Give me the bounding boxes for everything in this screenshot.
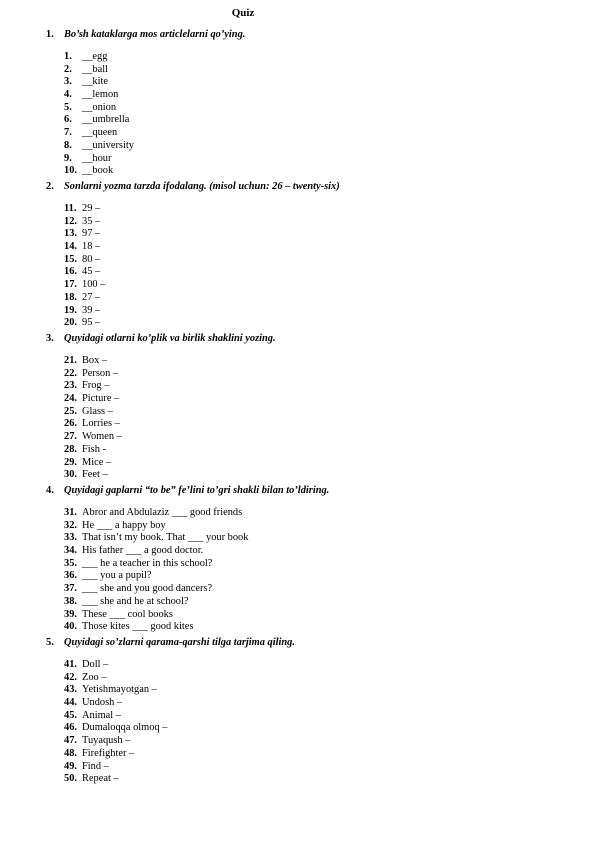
item-number: 11. <box>64 203 77 214</box>
list-item <box>64 203 566 216</box>
list-item <box>64 317 566 330</box>
item-text: 27 – <box>82 291 101 303</box>
item-text: Firefighter – <box>82 747 135 759</box>
section-number: 2. <box>46 181 54 192</box>
list-item <box>64 216 566 229</box>
item-number: 42. <box>64 671 77 683</box>
item-number: 40. <box>64 621 77 633</box>
list-item <box>64 355 566 368</box>
item-text: Picture – <box>82 393 120 405</box>
list-item <box>64 228 566 241</box>
section-instruction: Quyidagi so’zlarni qarama-qarshi tilga tarjima qiling. <box>64 637 295 648</box>
item-text: Box – <box>82 355 108 366</box>
item-number: 38. <box>64 595 77 607</box>
list-item <box>64 596 566 609</box>
question-list <box>46 203 566 330</box>
list-item <box>64 102 566 115</box>
section-heading <box>46 484 566 497</box>
item-text: __umbrella <box>82 114 130 126</box>
section-heading <box>46 180 566 193</box>
list-item <box>64 520 566 533</box>
section-instruction: Quyidagi gaplarni “to be” fe’lini to’gri shakli bilan to’ldiring. <box>64 485 330 496</box>
list-item <box>64 672 566 685</box>
item-number: 35. <box>64 557 77 569</box>
list-item <box>64 266 566 279</box>
list-item <box>64 570 566 583</box>
section-4 <box>46 484 566 634</box>
item-number: 13. <box>64 228 77 240</box>
list-item <box>64 114 566 127</box>
item-number: 39. <box>64 608 77 620</box>
item-text: Mice – <box>82 456 112 468</box>
item-text: Person – <box>82 367 119 379</box>
item-number: 50. <box>64 773 77 785</box>
list-item <box>64 735 566 748</box>
question-list <box>46 659 566 786</box>
item-text: __university <box>82 139 134 151</box>
item-number: 49. <box>64 760 77 772</box>
item-number: 9. <box>64 152 72 164</box>
section-heading <box>46 636 566 649</box>
item-number: 25. <box>64 405 77 417</box>
section-heading <box>46 332 566 345</box>
section-number: 5. <box>46 637 54 648</box>
item-number: 34. <box>64 545 77 557</box>
item-number: 15. <box>64 253 77 265</box>
page-title: Quiz <box>231 7 255 19</box>
item-text: Find – <box>82 760 109 772</box>
item-number: 45. <box>64 709 77 721</box>
list-item <box>64 368 566 381</box>
list-item <box>64 279 566 292</box>
list-item <box>64 507 566 520</box>
item-text: Lorries – <box>82 418 120 430</box>
item-number: 46. <box>64 722 77 734</box>
item-number: 47. <box>64 735 77 747</box>
list-item <box>64 469 566 482</box>
list-item <box>64 609 566 622</box>
item-number: 6. <box>64 114 72 126</box>
list-item <box>64 748 566 761</box>
item-number: 28. <box>64 443 77 455</box>
item-number: 21. <box>64 355 77 366</box>
section-number: 4. <box>46 485 54 496</box>
section-instruction: Sonlarni yozma tarzda ifodalang. (misol uchun: 26 – twenty-six) <box>64 181 340 192</box>
list-item <box>64 621 566 634</box>
item-number: 19. <box>64 304 77 316</box>
list-item <box>64 393 566 406</box>
item-text: ___ she and you good dancers? <box>82 583 213 595</box>
item-text: ___ he a teacher in this school? <box>82 557 213 569</box>
item-text: 80 – <box>82 253 101 265</box>
section-heading <box>46 28 566 41</box>
section-instruction: Quyidagi otlarni ko’plik va birlik shaklini yozing. <box>64 333 276 344</box>
list-item <box>64 558 566 571</box>
list-item <box>64 697 566 710</box>
item-number: 30. <box>64 469 77 481</box>
item-text: 39 – <box>82 304 101 316</box>
item-number: 31. <box>64 507 77 518</box>
item-text: Feet – <box>82 469 108 481</box>
section-1 <box>46 28 566 178</box>
item-number: 7. <box>64 127 72 139</box>
item-number: 27. <box>64 431 77 443</box>
item-number: 43. <box>64 684 77 696</box>
item-number: 10. <box>64 165 77 177</box>
item-text: These ___ cool books <box>82 608 173 620</box>
item-text: 95 – <box>82 317 101 329</box>
item-text: Glass – <box>82 405 113 417</box>
question-list <box>46 355 566 482</box>
item-number: 8. <box>64 139 72 151</box>
section-instruction: Bo’sh kataklarga mos articlelarni qo’ying. <box>64 29 246 40</box>
item-text: Dumaloqqa olmoq – <box>82 722 168 734</box>
list-item <box>64 254 566 267</box>
list-item <box>64 241 566 254</box>
section-number: 3. <box>46 333 54 344</box>
item-text: __book <box>82 165 114 177</box>
section-number: 1. <box>46 29 54 40</box>
item-number: 2. <box>64 63 72 75</box>
item-text: __hour <box>82 152 112 164</box>
item-text: Abror and Abdulaziz ___ good friends <box>82 507 243 518</box>
item-text: Animal – <box>82 709 121 721</box>
list-item <box>64 292 566 305</box>
item-text: __kite <box>82 76 108 88</box>
item-number: 3. <box>64 76 72 88</box>
item-text: Those kites ___ good kites <box>82 621 194 633</box>
item-text: 18 – <box>82 241 101 253</box>
item-text: 35 – <box>82 215 101 227</box>
item-text: ___ you a pupil? <box>82 570 152 582</box>
item-number: 44. <box>64 697 77 709</box>
item-text: 97 – <box>82 228 101 240</box>
section-2 <box>46 180 566 330</box>
list-item <box>64 444 566 457</box>
section-5 <box>46 636 566 786</box>
item-text: His father ___ a good doctor. <box>82 545 204 557</box>
item-text: Undosh – <box>82 697 123 709</box>
section-3 <box>46 332 566 482</box>
list-item <box>64 165 566 178</box>
item-text: He ___ a happy boy <box>82 519 166 531</box>
item-number: 1. <box>64 51 72 62</box>
item-number: 29. <box>64 456 77 468</box>
list-item <box>64 380 566 393</box>
list-item <box>64 722 566 735</box>
item-text: Zoo – <box>82 671 107 683</box>
item-number: 24. <box>64 393 77 405</box>
list-item <box>64 127 566 140</box>
list-item <box>64 457 566 470</box>
item-number: 33. <box>64 532 77 544</box>
item-text: 29 – <box>82 203 101 214</box>
item-text: 45 – <box>82 266 101 278</box>
item-text: Women – <box>82 431 122 443</box>
item-text: Fish - <box>82 443 106 455</box>
item-number: 22. <box>64 367 77 379</box>
item-text: Doll – <box>82 659 109 670</box>
item-text: __onion <box>82 101 117 113</box>
item-number: 20. <box>64 317 77 329</box>
item-number: 26. <box>64 418 77 430</box>
list-item <box>64 51 566 64</box>
list-item <box>64 773 566 786</box>
item-number: 16. <box>64 266 77 278</box>
item-number: 4. <box>64 89 72 101</box>
list-item <box>64 140 566 153</box>
item-number: 23. <box>64 380 77 392</box>
item-number: 48. <box>64 747 77 759</box>
item-number: 36. <box>64 570 77 582</box>
list-item <box>64 659 566 672</box>
item-number: 18. <box>64 291 77 303</box>
list-item <box>64 710 566 723</box>
list-item <box>64 89 566 102</box>
item-text: Tuyaqush – <box>82 735 131 747</box>
item-text: 100 – <box>82 279 106 291</box>
list-item <box>64 64 566 77</box>
list-item <box>64 406 566 419</box>
item-text: __lemon <box>82 89 119 101</box>
list-item <box>64 583 566 596</box>
item-number: 5. <box>64 101 72 113</box>
item-number: 32. <box>64 519 77 531</box>
question-list <box>46 507 566 634</box>
item-number: 12. <box>64 215 77 227</box>
list-item <box>64 545 566 558</box>
item-text: That isn’t my book. That ___ your book <box>82 532 249 544</box>
item-text: ___ she and he at school? <box>82 595 189 607</box>
item-number: 17. <box>64 279 77 291</box>
item-text: Frog – <box>82 380 110 392</box>
item-number: 41. <box>64 659 77 670</box>
list-item <box>64 305 566 318</box>
item-text: __queen <box>82 127 118 139</box>
item-number: 14. <box>64 241 77 253</box>
item-text: Yetishmayotgan – <box>82 684 157 696</box>
item-text: __ball <box>82 63 108 75</box>
list-item <box>64 418 566 431</box>
item-number: 37. <box>64 583 77 595</box>
list-item <box>64 153 566 166</box>
item-text: Repeat – <box>82 773 119 785</box>
list-item <box>64 761 566 774</box>
list-item <box>64 532 566 545</box>
list-item <box>64 76 566 89</box>
list-item <box>64 684 566 697</box>
list-item <box>64 431 566 444</box>
item-text: __egg <box>82 51 108 62</box>
question-list <box>46 51 566 178</box>
